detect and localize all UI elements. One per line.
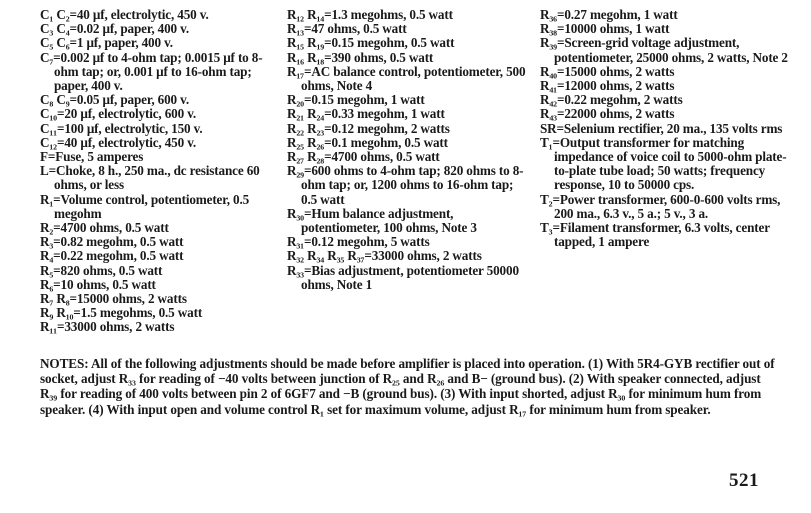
part-entry: C₁₁=100 μf, electrolytic, 150 v. [40,120,203,136]
part-entry: R₄₃=22000 ohms, 2 watts [540,106,675,122]
part-entry: F=Fuse, 5 amperes [40,149,144,165]
parts-column-2 [287,8,532,292]
part-entry: T₂=Power transformer, 600-0-600 volts rms, 200 ma., 6.3 v., 5 a.; 5 v., 3 a. [540,191,781,221]
part-entry: R₂₇ R₂₈=4700 ohms, 0.5 watt [287,149,440,165]
part-entry: R₆=10 ohms, 0.5 watt [40,276,156,292]
part-entry: SR=Selenium rectifier, 20 ma., 135 volts rms [540,120,783,136]
parts-column-1 [40,8,275,335]
part-entry: T₃=Filament transformer, 6.3 volts, center tapped, 1 ampere [540,220,770,250]
part-entry: R₁₁=33000 ohms, 2 watts [40,319,175,335]
parts-list [40,7,788,348]
part-entry: R₁₇=AC balance control, potentiometer, 500 ohms, Note 4 [287,63,526,94]
part-entry: R₅=820 ohms, 0.5 watt [40,262,163,278]
part-entry: R₃₀=Hum balance adjustment, potentiometer, 100 ohms, Note 3 [287,205,477,236]
part-entry: R₃=0.82 megohm, 0.5 watt [40,234,184,250]
page-number: 521 [729,470,759,491]
part-entry: R₂₀=0.15 megohm, 1 watt [287,92,425,108]
adjustment-notes: NOTES: All of the following adjustments should be made before amplifier is placed into operation. (1) With 5R4-GYB rectifier out of socket, adjust R₃₃ for reading of −40 volts between junction of R₂₅ and R₂₆ and B− (ground bus). (2) With speaker connected, adjust R₃₉ for reading of 400 volts between pin 2 of 6GF7 and −B (ground bus). (3) With input shorted, adjust R₃₀ for minimum hum from speaker. (4) With input open and volume control R₁ set for maximum volume, adjust R₁₇ for minimum hum from speaker. [40,356,775,417]
part-entry: R₃₈=10000 ohms, 1 watt [540,21,670,37]
part-entry: L=Choke, 8 h., 250 ma., dc resistance 60 ohms, or less [40,163,260,193]
part-entry: C₈ C₉=0.05 μf, paper, 600 v. [40,92,189,108]
part-entry: R₂₂ R₂₃=0.12 megohm, 2 watts [287,120,450,136]
parts-column-3 [540,8,790,249]
part-entry: R₁=Volume control, potentiometer, 0.5 megohm [40,191,250,221]
part-entry: R₁₃=47 ohms, 0.5 watt [287,21,407,37]
part-entry: R₂=4700 ohms, 0.5 watt [40,220,169,236]
part-entry: R₉ R₁₀=1.5 megohms, 0.5 watt [40,305,203,321]
part-entry: R₄₀=15000 ohms, 2 watts [540,63,675,79]
part-entry: R₄₂=0.22 megohm, 2 watts [540,92,683,108]
part-entry: R₃₁=0.12 megohm, 5 watts [287,234,430,250]
part-entry: R₁₂ R₁₄=1.3 megohms, 0.5 watt [287,7,453,22]
part-entry: C₁ C₂=40 μf, electrolytic, 450 v. [40,7,209,22]
part-entry: R₄=0.22 megohm, 0.5 watt [40,248,184,264]
part-entry: C₅ C₆=1 μf, paper, 400 v. [40,35,173,51]
part-entry: R₁₆ R₁₈=390 ohms, 0.5 watt [287,49,434,65]
part-entry: R₁₅ R₁₉=0.15 megohm, 0.5 watt [287,35,455,51]
part-entry: R₂₅ R₂₆=0.1 megohm, 0.5 watt [287,134,448,150]
part-entry: T₁=Output transformer for matching impedance of voice coil to 5000-ohm plate-to-plate tube load; 50 watts; frequency response, 10 to 50000 cps. [540,134,787,193]
part-entry: C₁₀=20 μf, electrolytic, 600 v. [40,106,197,122]
part-entry: R₃₃=Bias adjustment, potentiometer 50000 ohms, Note 1 [287,262,519,292]
part-entry: R₂₉=600 ohms to 4-ohm tap; 820 ohms to 8-ohm tap; or, 1200 ohms to 16-ohm tap; 0.5 watt [287,163,524,207]
part-entry: C₁₂=40 μf, electrolytic, 450 v. [40,134,197,150]
part-entry: C₃ C₄=0.02 μf, paper, 400 v. [40,21,189,37]
part-entry: R₄₁=12000 ohms, 2 watts [540,78,675,94]
part-entry: R₂₁ R₂₄=0.33 megohm, 1 watt [287,106,445,122]
part-entry: R₃₂ R₃₄ R₃₅ R₃₇=33000 ohms, 2 watts [287,248,482,264]
part-entry: R₃₆=0.27 megohm, 1 watt [540,7,678,22]
part-entry: C₇=0.002 μf to 4-ohm tap; 0.0015 μf to 8-ohm tap; or, 0.001 μf to 16-ohm tap; paper, 400 v. [40,49,263,94]
part-entry: R₇ R₈=15000 ohms, 2 watts [40,291,187,307]
part-entry: R₃₉=Screen-grid voltage adjustment, potentiometer, 25000 ohms, 2 watts, Note 2 [540,35,788,65]
